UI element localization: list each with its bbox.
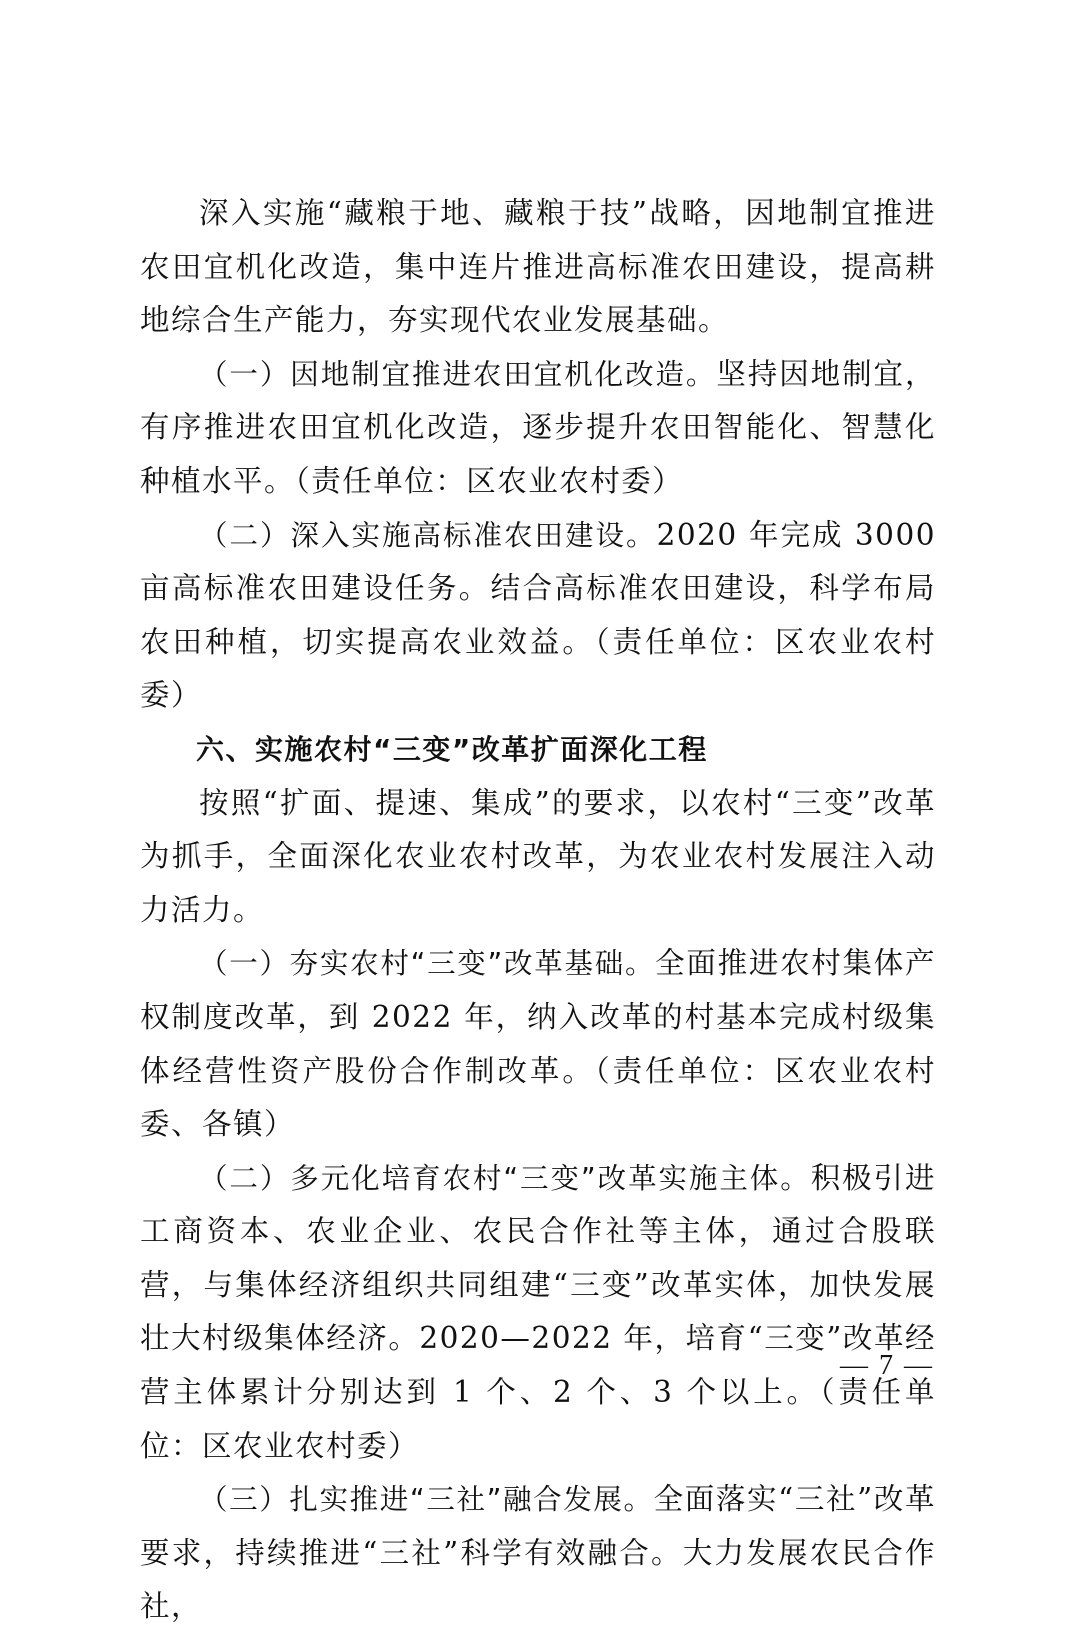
section-heading (140, 723, 936, 777)
item-paragraph (140, 348, 936, 509)
paragraph-text: 按照“扩面、提速、集成”的要求，以农村“三变”改革为抓手，全面深化农业农村改革，为农业农村发展注入动力活力。 (140, 785, 936, 927)
item-text: 坚持因地制宜，有序推进农田宜机化改造，逐步提升农田智能化、智慧化种植水平。（责任单位：区农业农村委） (140, 356, 936, 498)
item-text: 全面落实“三社”改革要求，持续推进“三社”科学有效融合。大力发展农民合作社， (140, 1482, 937, 1624)
item-lead: （一）夯实农村“三变”改革基础。 (199, 947, 656, 981)
item-paragraph (140, 937, 936, 1151)
item-lead: （二）深入实施高标准农田建设。 (199, 518, 657, 552)
paragraph-text: 深入实施“藏粮于地、藏粮于技”战略，因地制宜推进农田宜机化改造，集中连片推进高标准农田建设，提高耕地综合生产能力，夯实现代农业发展基础。 (140, 196, 936, 338)
item-text: 积极引进工商资本、农业企业、农民合作社等主体，通过合股联营，与集体经济组织共同组建“三变”改革实体，加快发展壮大村级集体经济。2020—2022 年，培育“三变”改革经营主体累计分别达到 1 个、2 个、3 个以上。（责任单位：区农业农村委） (140, 1160, 936, 1463)
item-paragraph (140, 1152, 936, 1474)
item-text: 2020 年完成 3000 亩高标准农田建设任务。结合高标准农田建设，科学布局农田种植，切实提高农业效益。（责任单位：区农业农村委） (140, 517, 936, 713)
section-heading-text: 六、实施农村“三变”改革扩面深化工程 (196, 732, 708, 766)
item-text: 全面推进农村集体产权制度改革，到 2022 年，纳入改革的村基本完成村级集体经营性资产股份合作制改革。（责任单位：区农业农村委、各镇） (140, 946, 936, 1142)
item-lead: （二）多元化培育农村“三变”改革实施主体。 (199, 1161, 811, 1195)
item-lead: （三）扎实推进“三社”融合发展。 (199, 1483, 654, 1517)
paragraph-body (140, 777, 936, 938)
item-paragraph (140, 509, 936, 723)
paragraph-intro (140, 187, 936, 348)
document-body (140, 187, 936, 1634)
page-number: — 7 — (840, 1350, 934, 1381)
item-paragraph (140, 1473, 936, 1634)
item-lead: （一）因地制宜推进农田宜机化改造。 (199, 357, 717, 391)
